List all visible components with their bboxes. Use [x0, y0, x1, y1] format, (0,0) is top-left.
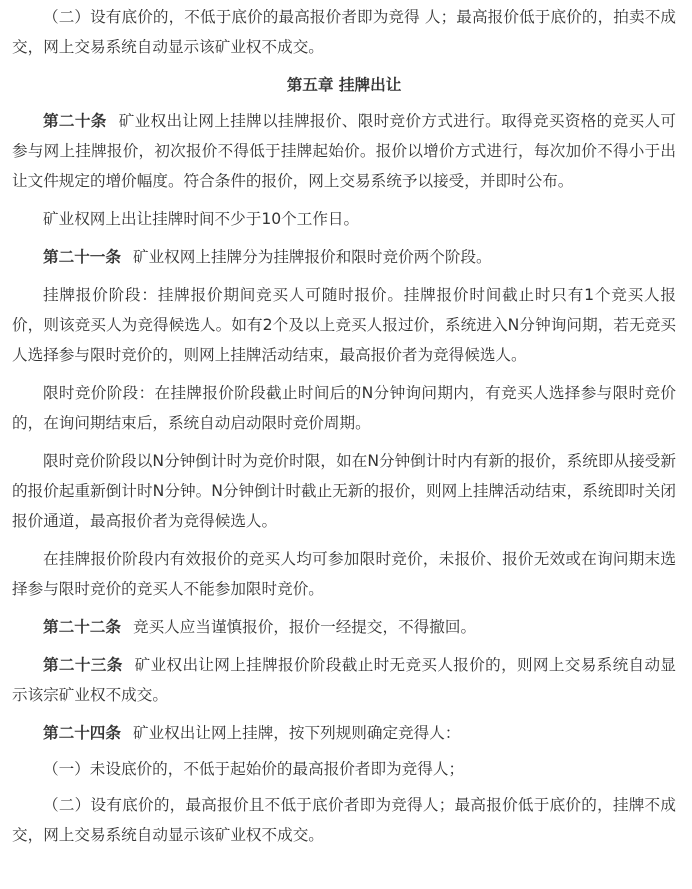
article-20-label: 第二十条 [43, 112, 107, 130]
article-23-label: 第二十三条 [43, 656, 123, 674]
article-22-text: 竞买人应当谨慎报价，报价一经提交，不得撤回。 [132, 618, 477, 636]
paragraph-timed-bid-stage: 限时竞价阶段：在挂牌报价阶段截止时间后的N分钟询问期内，有竞买人选择参与限时竞价的，在询问期结束后，系统自动启动限时竞价周期。 [12, 384, 676, 432]
article-23-text: 矿业权出让网上挂牌报价阶段截止时无竞买人报价的，则网上交易系统自动显示该宗矿业权不成交。 [12, 656, 676, 704]
paragraph-rule-with-reserve: （二）设有底价的，最高报价且不低于底价者即为竞得人；最高报价低于底价的，挂牌不成交，网上交易系统自动显示该矿业权不成交。 [12, 796, 676, 844]
paragraph-listing-bid-stage: 挂牌报价阶段：挂牌报价期间竞买人可随时报价。挂牌报价时间截止时只有1个竞买人报价，则该竞买人为竞得候选人。如有2个及以上竞买人报过价，系统进入N分钟询问期，若无竞买人选择参与限时竞价的，则网上挂牌活动结束，最高报价者为竞得候选人。 [12, 286, 676, 364]
paragraph-eligibility: 在挂牌报价阶段内有效报价的竞买人均可参加限时竞价，未报价、报价无效或在询问期末选择参与限时竞价的竞买人不能参加限时竞价。 [12, 550, 676, 598]
article-21-label: 第二十一条 [43, 248, 121, 266]
article-20-text: 矿业权出让网上挂牌以挂牌报价、限时竞价方式进行。取得竞买资格的竞买人可参与网上挂牌报价，初次报价不得低于挂牌起始价。报价以增价方式进行，每次加价不得小于出让文件规定的增价幅度。符合条件的报价，网上交易系统予以接受，并即时公布。 [12, 112, 676, 190]
paragraph-countdown-rule: 限时竞价阶段以N分钟倒计时为竞价时限，如在N分钟倒计时内有新的报价，系统即从接受新的报价起重新倒计时N分钟。N分钟倒计时截止无新的报价，则网上挂牌活动结束，系统即时关闭报价通道，最高报价者为竞得候选人。 [12, 452, 676, 530]
article-23 [12, 650, 676, 710]
article-20 [12, 106, 676, 196]
chapter-title: 第五章 挂牌出让 [286, 76, 402, 94]
paragraph-auction-reserve-rule: （二）设有底价的，不低于底价的最高报价者即为竞得 人；最高报价低于底价的，拍卖不成交，网上交易系统自动显示该矿业权不成交。 [12, 8, 676, 56]
article-22 [12, 612, 676, 642]
article-24-label: 第二十四条 [43, 724, 121, 742]
article-22-label: 第二十二条 [43, 618, 121, 636]
paragraph-rule-no-reserve: （一）未设底价的，不低于起始价的最高报价者即为竞得人； [43, 760, 465, 778]
paragraph-listing-duration: 矿业权网上出让挂牌时间不少于10个工作日。 [43, 210, 360, 228]
article-24-text: 矿业权出让网上挂牌，按下列规则确定竞得人： [132, 724, 461, 742]
article-21 [12, 242, 676, 272]
article-24 [12, 718, 676, 748]
article-21-text: 矿业权网上挂牌分为挂牌报价和限时竞价两个阶段。 [132, 248, 492, 266]
